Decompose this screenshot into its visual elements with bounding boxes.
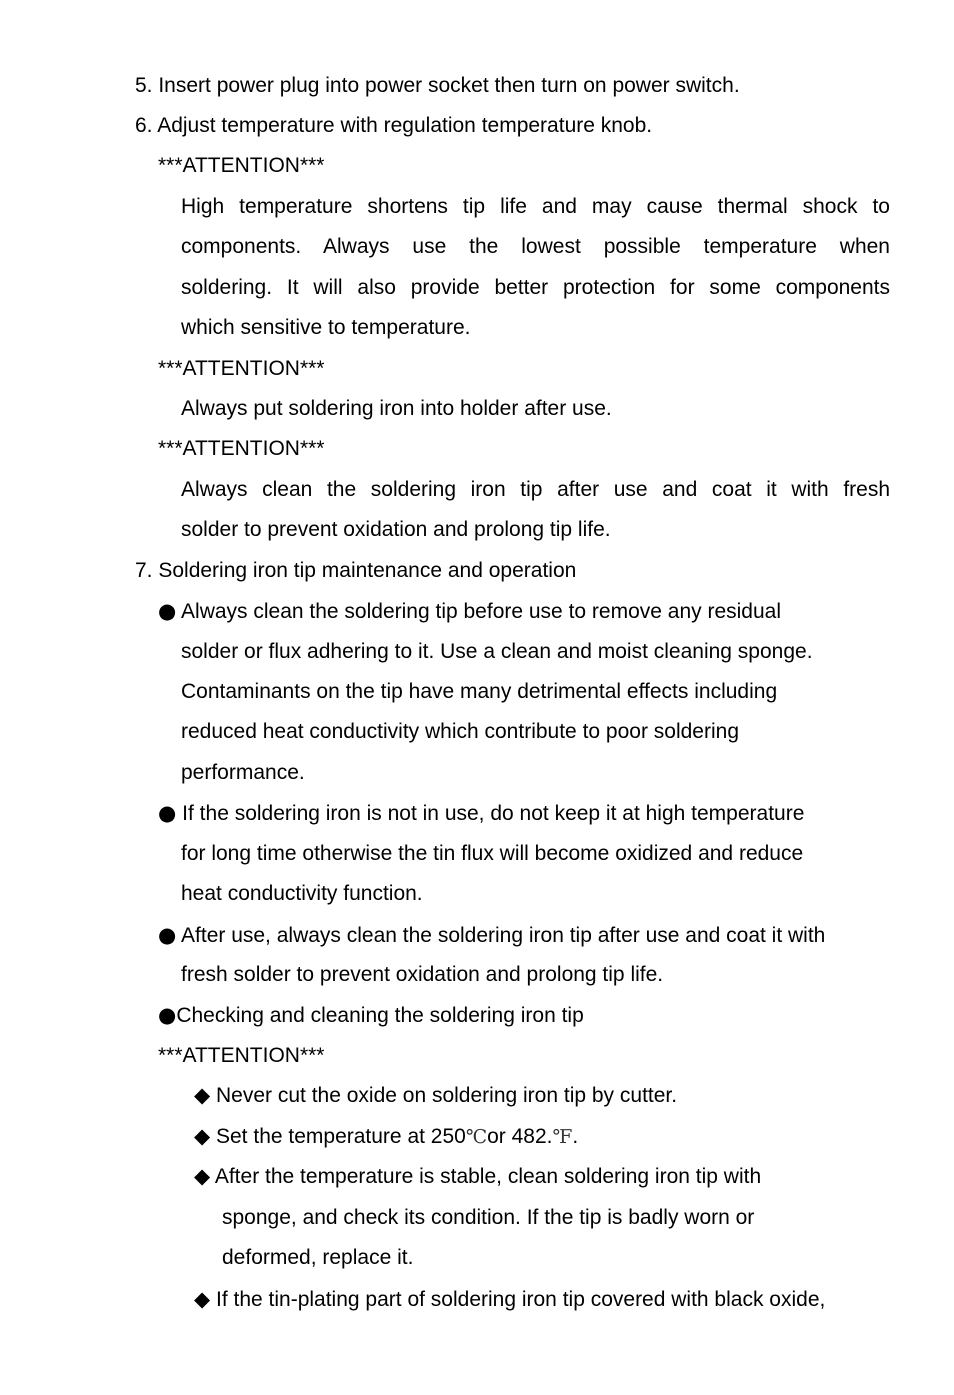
attention-text-line: soldering. It will also provide better protection for some components	[181, 276, 890, 299]
bullet-item	[158, 799, 804, 827]
bullet-item	[158, 597, 781, 625]
attention-text-line: High temperature shortens tip life and may cause thermal shock to	[181, 195, 890, 218]
bullet-text: After use, always clean the soldering iron tip after use and coat it with	[181, 924, 826, 947]
attention-text-line: Always put soldering iron into holder after use.	[181, 397, 612, 420]
bullet-text: If the soldering iron is not in use, do not keep it at high temperature	[182, 802, 805, 825]
bullet-icon: ●	[158, 923, 177, 947]
attention-heading: ***ATTENTION***	[158, 1044, 325, 1067]
step-6: 6. Adjust temperature with regulation temperature knob.	[135, 114, 653, 137]
attention-heading: ***ATTENTION***	[158, 154, 325, 177]
attention-heading: ***ATTENTION***	[158, 357, 325, 380]
bullet-text-line: for long time otherwise the tin flux will become oxidized and reduce	[181, 842, 804, 865]
diamond-item	[194, 1081, 677, 1109]
attention-heading: ***ATTENTION***	[158, 437, 325, 460]
diamond-icon: ◆	[194, 1287, 211, 1311]
bullet-text-line: reduced heat conductivity which contribute to poor soldering	[181, 720, 739, 743]
fahrenheit-symbol: ℉	[552, 1126, 573, 1148]
step-5: 5. Insert power plug into power socket then turn on power switch.	[135, 74, 740, 97]
attention-text-line: which sensitive to temperature.	[181, 316, 471, 339]
diamond-text: Never cut the oxide on soldering iron tip by cutter.	[216, 1084, 678, 1107]
bullet-item	[158, 1001, 584, 1029]
diamond-text: After the temperature is stable, clean soldering iron tip with	[214, 1165, 762, 1188]
bullet-item	[158, 921, 825, 949]
bullet-text-line: heat conductivity function.	[181, 882, 423, 905]
diamond-text: If the tin-plating part of soldering iron tip covered with black oxide,	[216, 1288, 826, 1311]
diamond-text: Set the temperature at 250℃or 482.℉.	[216, 1125, 579, 1148]
bullet-text: Always clean the soldering tip before use to remove any residual	[181, 600, 782, 623]
celsius-symbol: ℃	[465, 1126, 488, 1148]
diamond-item	[194, 1122, 578, 1150]
bullet-text-line: performance.	[181, 761, 305, 784]
diamond-item	[194, 1162, 761, 1190]
diamond-icon: ◆	[194, 1164, 211, 1188]
attention-text-line: components. Always use the lowest possible temperature when	[181, 235, 890, 258]
bullet-text-line: fresh solder to prevent oxidation and prolong tip life.	[181, 963, 664, 986]
diamond-text-line: sponge, and check its condition. If the tip is badly worn or	[222, 1206, 755, 1229]
bullet-icon: ●	[158, 801, 177, 825]
bullet-icon: ●	[158, 1003, 177, 1027]
bullet-icon: ●	[158, 599, 177, 623]
bullet-text-line: Contaminants on the tip have many detrimental effects including	[181, 680, 778, 703]
diamond-icon: ◆	[194, 1083, 211, 1107]
bullet-text-line: solder or flux adhering to it. Use a clean and moist cleaning sponge.	[181, 640, 813, 663]
step-7: 7. Soldering iron tip maintenance and operation	[135, 559, 577, 582]
diamond-text-line: deformed, replace it.	[222, 1246, 414, 1269]
attention-text-line: solder to prevent oxidation and prolong tip life.	[181, 518, 611, 541]
attention-text-line: Always clean the soldering iron tip after use and coat it with fresh	[181, 478, 890, 501]
diamond-icon: ◆	[194, 1124, 211, 1148]
diamond-item	[194, 1285, 825, 1313]
bullet-text: Checking and cleaning the soldering iron tip	[176, 1004, 584, 1027]
